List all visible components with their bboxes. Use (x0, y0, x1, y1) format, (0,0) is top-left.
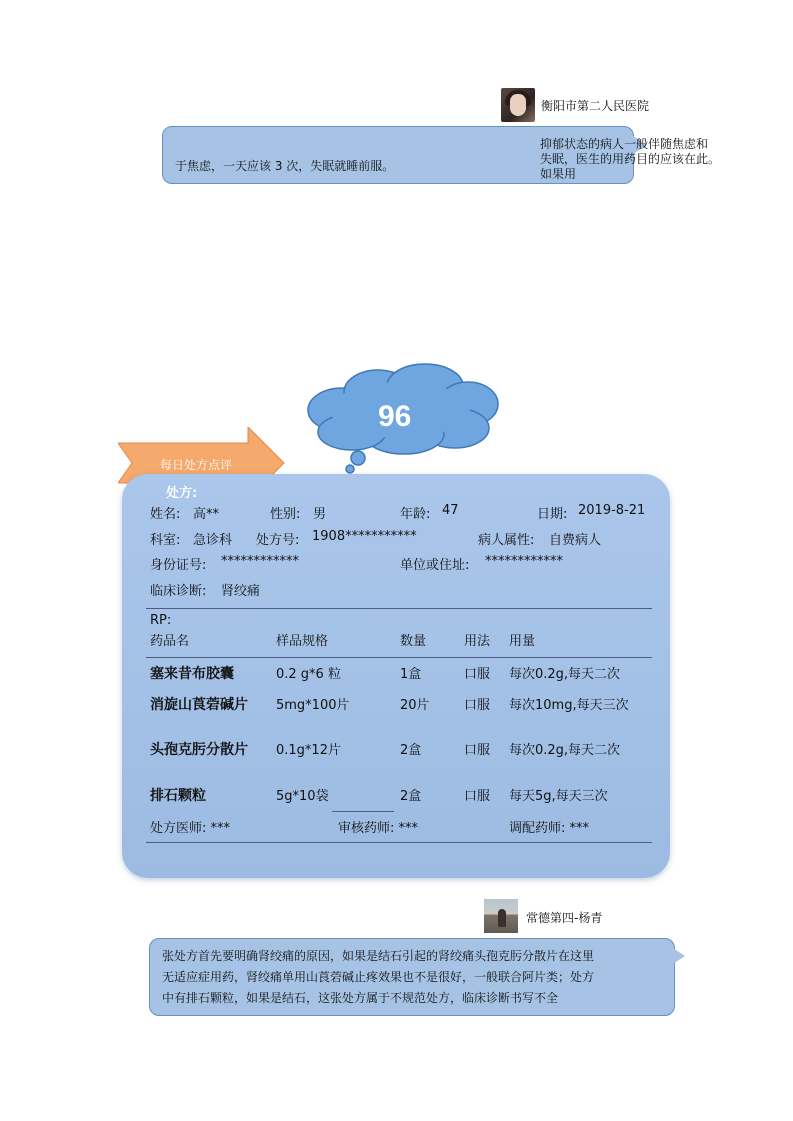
header-dose: 用量 (509, 634, 536, 649)
patient-name-value: 高** (193, 507, 220, 522)
doctor-signature: 处方医师: *** (150, 821, 231, 836)
drug-spec: 5mg*100片 (276, 698, 350, 713)
date-value: 2019-8-21 (578, 503, 646, 518)
chat-overlay-text (540, 137, 720, 182)
patient-attr-value: 自费病人 (549, 533, 602, 548)
bubble2-tail (673, 948, 685, 964)
dispenser-signature: 调配药师: *** (509, 821, 590, 836)
drug-name: 消旋山莨菪碱片 (150, 697, 248, 713)
score-value: 96 (378, 400, 412, 433)
rxno-label: 处方号: (256, 533, 300, 548)
review-arrow-label: 每日处方点评 (160, 458, 233, 472)
gender-value: 男 (313, 507, 327, 522)
overlay-line-2: 失眠，医生的用药目的应该在此。 (540, 152, 721, 166)
avatar-changde (484, 899, 518, 933)
drug-qty: 2盒 (400, 743, 422, 758)
date-label: 日期: (537, 507, 568, 522)
drug-name: 头孢克肟分散片 (150, 742, 248, 758)
divider-header (146, 657, 652, 658)
id-label: 身份证号: (150, 558, 207, 573)
drug-name: 塞来昔布胶囊 (150, 666, 234, 682)
divider-signature (332, 811, 394, 812)
drug-qty: 1盒 (400, 667, 422, 682)
prescription-title: 处方: (166, 486, 198, 501)
drug-route: 口服 (464, 667, 491, 682)
gender-label: 性别: (270, 507, 301, 522)
age-label: 年龄: (400, 507, 431, 522)
dept-value: 急诊科 (193, 533, 233, 548)
chat2-bubble (149, 938, 675, 1016)
drug-route: 口服 (464, 698, 491, 713)
age-value: 47 (442, 503, 459, 518)
address-value: ************ (485, 554, 563, 569)
drug-dose: 每次0.2g,每天二次 (509, 667, 621, 682)
header-spec: 样品规格 (276, 634, 329, 649)
patient-name-label: 姓名: (150, 507, 181, 522)
id-value: ************ (221, 554, 299, 569)
avatar-hengyang (501, 88, 535, 122)
chat2-line-3: 中有排石颗粒，如果是结石，这张处方属于不规范处方，临床诊断书写不全 (162, 991, 559, 1005)
drug-route: 口服 (464, 743, 491, 758)
dept-label: 科室: (150, 533, 181, 548)
drug-route: 口服 (464, 789, 491, 804)
drug-spec: 0.2 g*6 粒 (276, 667, 341, 682)
chat-sender-name: 衡阳市第二人民医院 (541, 99, 650, 113)
rxno-value: 1908*********** (312, 529, 417, 544)
header-route: 用法 (464, 634, 491, 649)
reviewer-signature: 审核药师: *** (338, 821, 419, 836)
diagnosis-value: 肾绞痛 (221, 584, 261, 599)
drug-qty: 2盒 (400, 789, 422, 804)
drug-spec: 0.1g*12片 (276, 743, 341, 758)
chat2-line-1: 张处方首先要明确肾绞痛的原因，如果是结石引起的肾绞痛头孢克肟分散片在这里 (162, 949, 595, 963)
drug-dose: 每次10mg,每天三次 (509, 698, 629, 713)
overlay-line-3: 如果用 (540, 167, 577, 181)
overlay-line-1: 抑郁状态的病人一般伴随焦虑和 (540, 137, 709, 151)
drug-dose: 每天5g,每天三次 (509, 789, 608, 804)
drug-spec: 5g*10袋 (276, 789, 329, 804)
divider-bottom (146, 842, 652, 843)
chat2-text (162, 946, 594, 1009)
rp-label: RP: (150, 613, 172, 628)
header-drug: 药品名 (150, 634, 190, 649)
chat-bubble-text: 于焦虑，一天应该 3 次，失眠就睡前服。 (175, 159, 395, 173)
diagnosis-label: 临床诊断: (150, 584, 207, 599)
patient-attr-label: 病人属性: (478, 533, 535, 548)
drug-name: 排石颗粒 (150, 788, 206, 804)
chat2-line-2: 无适应症用药，肾绞痛单用山莨菪碱止疼效果也不是很好，一般联合阿片类；处方 (162, 970, 595, 984)
address-label: 单位或住址: (400, 558, 470, 573)
header-qty: 数量 (400, 634, 427, 649)
drug-dose: 每次0.2g,每天二次 (509, 743, 621, 758)
drug-qty: 20片 (400, 698, 430, 713)
divider-top (146, 608, 652, 609)
chat2-sender-name: 常德第四-杨青 (526, 911, 603, 925)
